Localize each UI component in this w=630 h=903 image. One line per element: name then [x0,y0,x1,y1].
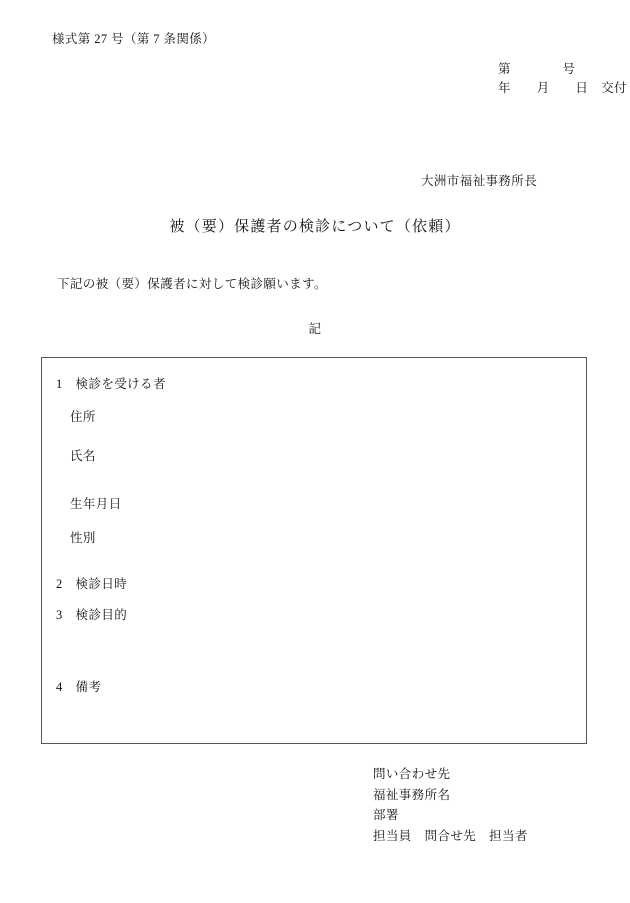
addressee: 大洲市福祉事務所長 [421,174,538,188]
box-item-exam-datetime: 2 検診日時 [56,577,128,591]
intro-text: 下記の被（要）保護者に対して検診願います。 [57,277,327,291]
footer-line-office: 福祉事務所名 [373,787,451,802]
footer-line-staff: 担当員 問合せ先 担当者 [373,828,528,843]
box-item-exam-purpose: 3 検診目的 [56,608,128,622]
details-box [41,357,587,744]
document-date-line: 年 月 日 交付 [498,81,628,95]
box-item-person-heading: 1 検診を受ける者 [56,377,166,391]
footer-contact-block [373,764,528,847]
box-item-address-label: 住所 [70,410,96,424]
section-marker: 記 [308,322,322,336]
form-number: 様式第 27 号（第 7 条関係） [52,32,216,46]
box-item-gender-label: 性別 [70,531,96,545]
footer-line-division: 部署 [373,808,399,823]
footer-line-inquiry: 問い合わせ先 [373,767,451,781]
box-item-remarks: 4 備考 [56,680,102,694]
box-item-birthdate-label: 生年月日 [70,497,122,511]
box-item-name-label: 氏名 [70,449,96,463]
page-title: 被（要）保護者の検診について（依頼） [169,219,461,235]
document-number-line: 第 号 [498,62,576,76]
